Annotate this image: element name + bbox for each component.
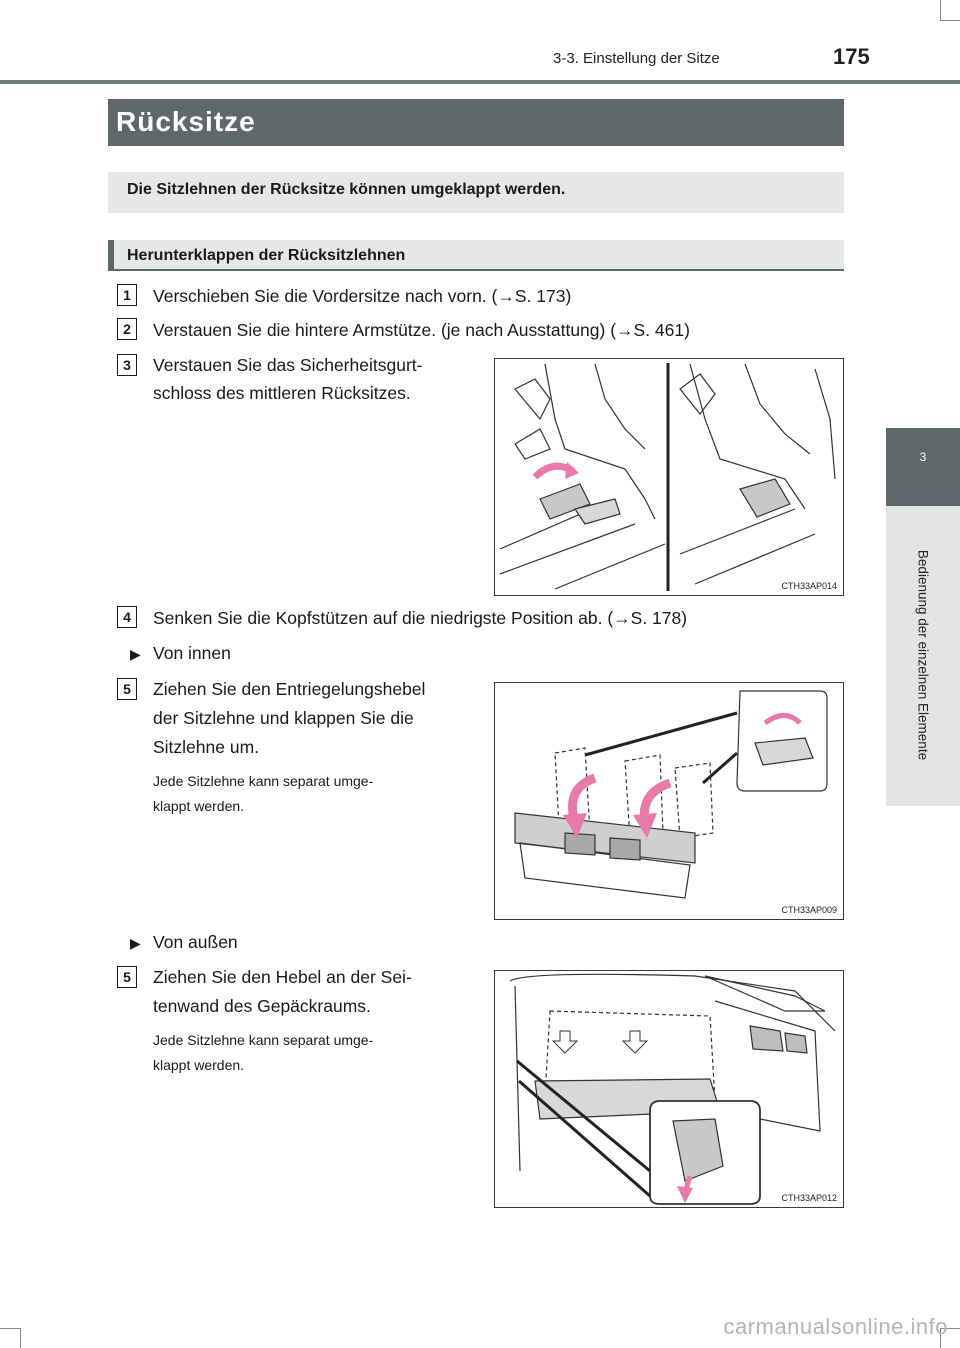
step-1-text: Verschieben Sie die Vordersitze nach vorn. (→S. 173) (153, 286, 572, 306)
step-4-text: Senken Sie die Kopfstützen auf die niedrigste Position ab. (→S. 178) (153, 608, 688, 628)
figure-1-code: CTH33AP014 (781, 581, 837, 591)
step-number-5a: 5 (117, 678, 137, 700)
figure-2-code: CTH33AP009 (781, 905, 837, 915)
crop-mark (20, 1328, 21, 1348)
intro-text: Die Sitzlehnen der Rücksitze können umgeklappt werden. (127, 181, 566, 198)
chapter-tab (886, 428, 960, 506)
figure-3-code: CTH33AP012 (781, 1193, 837, 1203)
figure-fold-seatback-inside (494, 682, 844, 920)
seatbelt-buckle-illustration (495, 359, 843, 595)
step-3-text-line2: schloss des mittleren Rücksitzes. (153, 383, 411, 403)
crop-mark (940, 20, 960, 21)
watermark: carmanualsonline.info (723, 1314, 948, 1339)
section-heading: Herunterklappen der Rücksitzlehnen (127, 247, 406, 264)
step-5b-note-line1: Jede Sitzlehne kann separat umge- (153, 1032, 374, 1048)
step-number-4: 4 (117, 606, 137, 628)
seatback-fold-illustration (495, 683, 843, 919)
step-number-1: 1 (117, 284, 137, 306)
bullet-icon-2: ▶ (130, 935, 141, 951)
step-3-text-line1: Verstauen Sie das Sicherheitsgurt- (153, 355, 423, 375)
crop-mark (0, 1328, 20, 1329)
crop-mark (940, 0, 941, 20)
luggage-lever-illustration (495, 971, 843, 1207)
header-section-title: 3-3. Einstellung der Sitze (553, 50, 720, 67)
page-title: Rücksitze (116, 106, 256, 137)
step-number-2: 2 (117, 318, 137, 340)
page-number: 175 (833, 44, 870, 69)
step-5b-text-line2: tenwand des Gepäckraums. (153, 996, 371, 1016)
chapter-tab-number: 3 (919, 450, 927, 464)
step-5b-text-line1: Ziehen Sie den Hebel an der Sei- (153, 967, 412, 987)
step-5a-text-line1: Ziehen Sie den Entriegelungshebel (153, 679, 426, 699)
bullet-icon: ▶ (130, 646, 141, 662)
step-5b-note-line2: klappt werden. (153, 1057, 245, 1073)
subhead-inside: Von innen (153, 643, 231, 663)
subhead-outside: Von außen (153, 932, 238, 952)
chapter-tab-label: Bedienung der einzelnen Elemente (915, 549, 931, 761)
step-number-5b: 5 (117, 966, 137, 988)
header-rule (0, 80, 960, 84)
step-2-text: Verstauen Sie die hintere Armstütze. (je nach Ausstattung) (→S. 461) (153, 320, 690, 340)
step-number-3: 3 (117, 354, 137, 376)
step-5a-text-line2: der Sitzlehne und klappen Sie die (153, 708, 414, 728)
figure-seatbelt-buckle (494, 358, 844, 596)
step-5a-text-line3: Sitzlehne um. (153, 737, 260, 757)
step-5a-note-line2: klappt werden. (153, 798, 245, 814)
step-5a-note-line1: Jede Sitzlehne kann separat umge- (153, 773, 374, 789)
figure-fold-seatback-outside (494, 970, 844, 1208)
